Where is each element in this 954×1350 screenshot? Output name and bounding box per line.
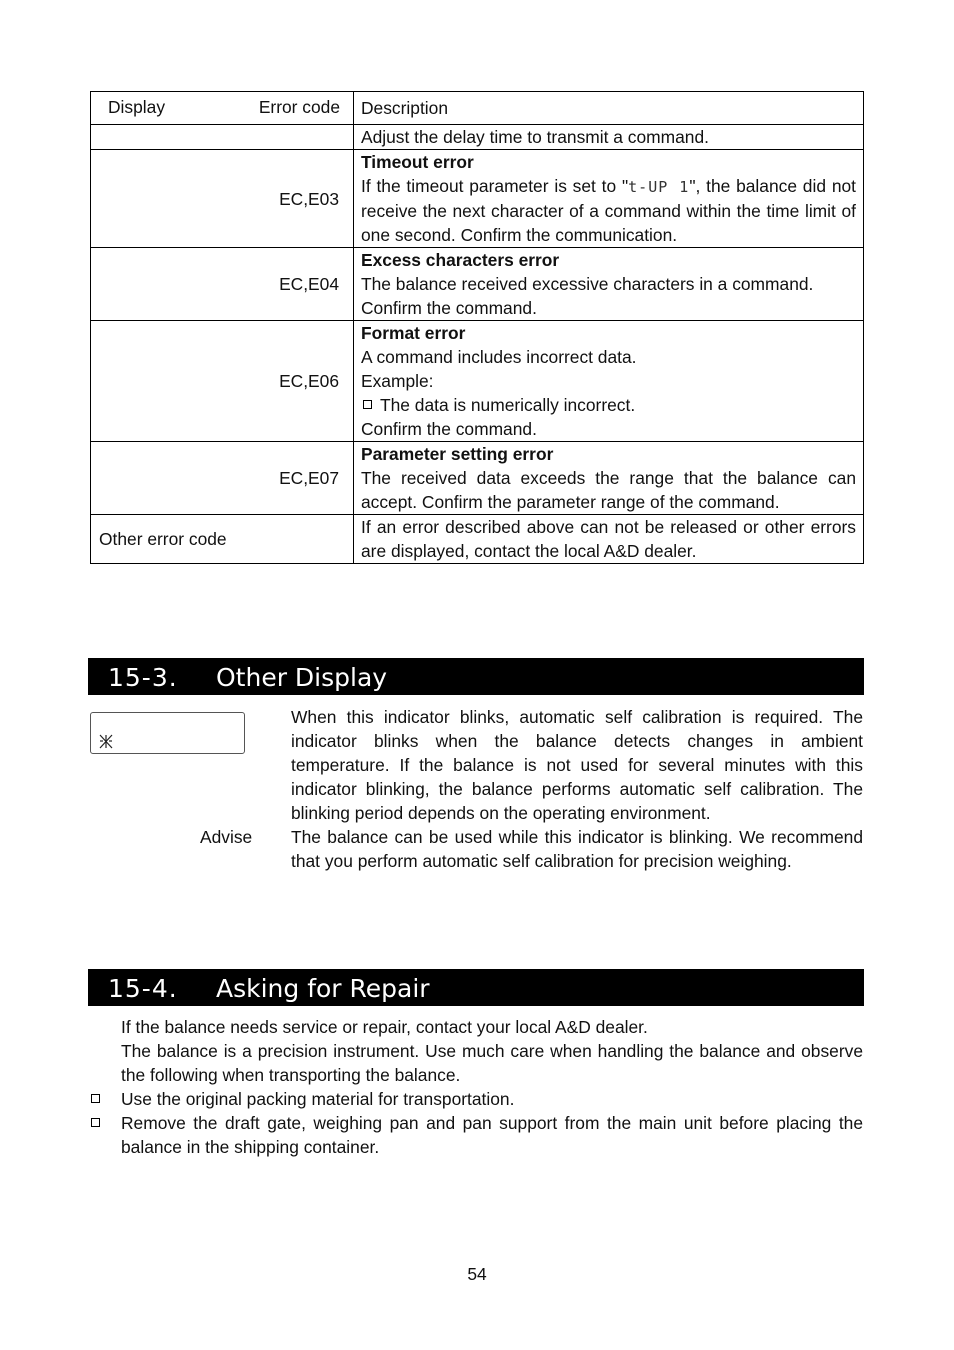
error-code-table xyxy=(90,91,864,564)
row-text: Confirm the command. xyxy=(361,298,537,318)
row-text: A command includes incorrect data. xyxy=(361,347,637,367)
table-row xyxy=(91,442,864,515)
other-error-label: Other error code xyxy=(99,529,227,549)
error-text-post: ", the balance did not receive the next character of a command within the time limit of one second. Confirm the communication. xyxy=(361,176,856,245)
error-code: EC,E07 xyxy=(279,468,339,488)
error-text-pre: If the timeout parameter is set to " xyxy=(361,176,629,196)
example-bullet: The data is numerically incorrect. xyxy=(361,393,856,417)
row-text: Adjust the delay time to transmit a command. xyxy=(361,127,709,147)
section-heading-15-4 xyxy=(88,969,864,1006)
advise-label: Advise xyxy=(200,827,253,847)
error-title: Parameter setting error xyxy=(361,444,554,464)
error-title: Timeout error xyxy=(361,152,474,172)
row-text: The received data exceeds the range that the balance can accept. Confirm the parameter range of the command. xyxy=(361,468,856,512)
lcd-text: t-UP 1 xyxy=(628,178,690,196)
table-row xyxy=(91,321,864,442)
table-row xyxy=(91,515,864,564)
bullet-marker xyxy=(91,1087,108,1111)
page-number: 54 xyxy=(467,1264,487,1284)
table-header-row xyxy=(91,92,864,125)
header-description: Description xyxy=(354,92,864,125)
row-text: If an error described above can not be released or other errors are displayed, contact the local A&D dealer. xyxy=(361,517,856,561)
section-number: 15-3. xyxy=(108,663,178,692)
error-title: Format error xyxy=(361,323,466,343)
table-row xyxy=(91,248,864,321)
table-row xyxy=(91,150,864,248)
row-text: The balance received excessive characters in a command. xyxy=(361,274,814,294)
display-panel xyxy=(90,712,245,754)
error-code: EC,E06 xyxy=(279,371,339,391)
table-row xyxy=(91,125,864,150)
blink-indicator-icon xyxy=(99,733,113,749)
section-title: Other Display xyxy=(216,663,388,692)
error-code: EC,E03 xyxy=(279,188,339,209)
error-code: EC,E04 xyxy=(279,274,339,294)
row-text: Confirm the command. xyxy=(361,419,537,439)
section-title: Asking for Repair xyxy=(216,974,430,1003)
square-bullet-icon xyxy=(91,1094,100,1103)
row-text: Example: xyxy=(361,371,434,391)
square-bullet-icon xyxy=(363,400,372,409)
bullet-marker xyxy=(91,1111,108,1135)
indicator-description: When this indicator blinks, automatic self calibration is required. The indicator blinks when the balance detects changes in ambient temperature. If the balance is not used for several minutes with this indicator blinking, the balance performs automatic self calibration. The blinking period depends on the operating environment. xyxy=(291,707,863,823)
header-error-code: Error code xyxy=(258,97,340,117)
repair-paragraph-2: The balance is a precision instrument. Use much care when handling the balance and observe the following when transporting the balance. xyxy=(121,1041,863,1085)
section-heading-15-3 xyxy=(88,658,864,695)
header-left-cell xyxy=(91,92,354,125)
repair-paragraph-1: If the balance needs service or repair, contact your local A&D dealer. xyxy=(121,1017,648,1037)
square-bullet-icon xyxy=(91,1118,100,1127)
advise-text: The balance can be used while this indicator is blinking. We recommend that you perform automatic self calibration for precision weighing. xyxy=(291,827,863,871)
section-number: 15-4. xyxy=(108,974,178,1003)
repair-bullet-1: Use the original packing material for transportation. xyxy=(121,1089,515,1109)
repair-bullet-2: Remove the draft gate, weighing pan and pan support from the main unit before placing the balance in the shipping container. xyxy=(121,1113,863,1157)
error-title: Excess characters error xyxy=(361,250,560,270)
header-display: Display xyxy=(108,97,166,117)
